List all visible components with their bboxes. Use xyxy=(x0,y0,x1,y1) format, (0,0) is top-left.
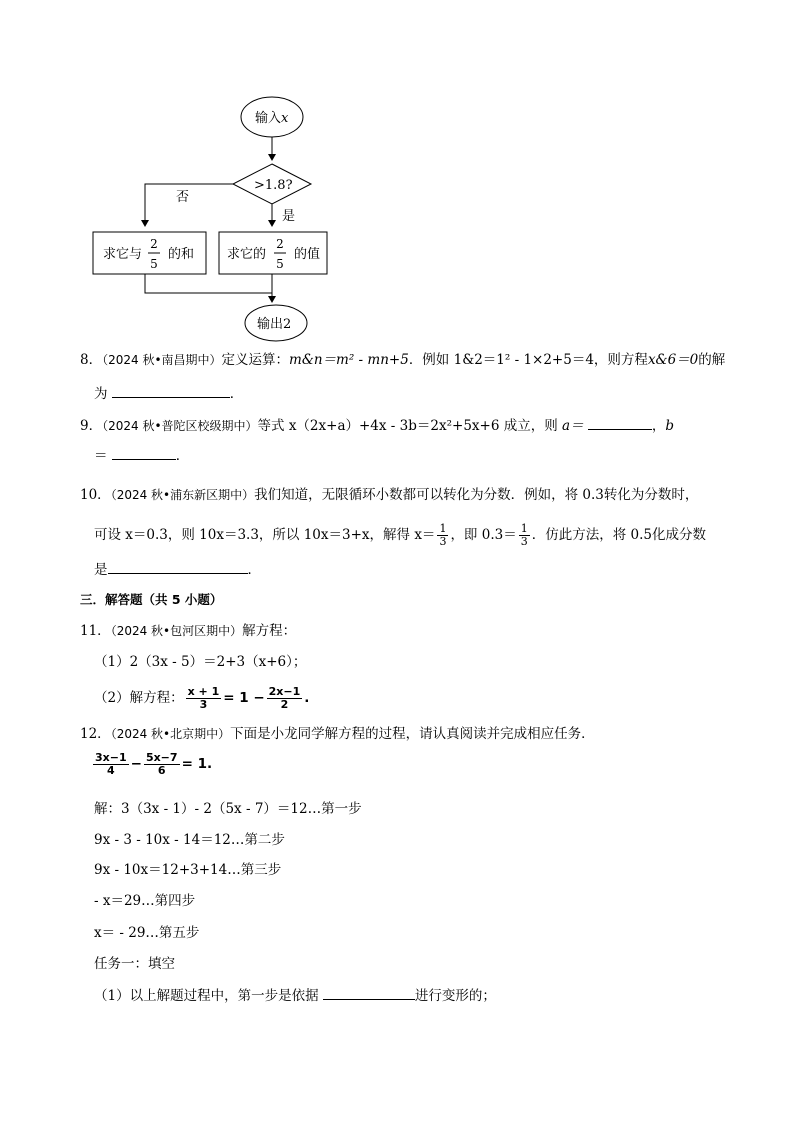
q11-part1: （1）2（3x - 5）＝2+3（x+6）； xyxy=(94,654,307,670)
q12-t1-blank[interactable] xyxy=(323,987,415,1000)
q12-equation xyxy=(91,749,212,779)
q9-a-label: a＝ xyxy=(562,418,584,434)
q8-text-b: ．例如 1&2＝1² - 1×2+5＝4，则方程 xyxy=(408,352,648,368)
q10-num: 10． xyxy=(80,487,111,503)
input-var: x xyxy=(281,111,289,126)
q10-t2a: 可设 x＝0.3，则 10x＝3.3，所以 10x＝3+x，解得 x＝ xyxy=(94,527,436,543)
q9-a-blank[interactable] xyxy=(588,417,652,430)
q12-step4: - x＝29…第四步 xyxy=(94,893,196,909)
q12-step3: 9x - 10x＝12+3+14…第三步 xyxy=(94,862,282,878)
q8-line2: 为 ． xyxy=(94,386,244,402)
right-frac-num: 2 xyxy=(276,237,284,251)
flowchart xyxy=(0,0,794,350)
q9-line2: ＝ ． xyxy=(94,448,190,464)
yes-label: 是 xyxy=(282,209,296,224)
q11-line1 xyxy=(80,623,296,639)
q8-source: （2024 秋•南昌期中） xyxy=(102,353,222,367)
q9-b-label: b xyxy=(665,418,675,434)
q12-step1: 解：3（3x - 1）- 2（5x - 7）＝12…第一步 xyxy=(94,801,362,817)
svg-text:输入x xyxy=(255,110,289,126)
q10-frac-1: $\frac{1}{3}$ xyxy=(439,522,447,548)
q12-line1 xyxy=(80,726,595,742)
q11-num: 11． xyxy=(80,623,111,639)
left-frac-num: 2 xyxy=(150,237,158,251)
q12-step2: 9x - 3 - 10x - 14＝12…第二步 xyxy=(94,832,285,848)
right-frac-den: 5 xyxy=(276,257,284,271)
q8-def: m&n＝m² - mn+5 xyxy=(289,352,409,368)
right-box-pre: 求它的 xyxy=(227,247,267,262)
q11-source: （2024 秋•包河区期中） xyxy=(110,624,243,638)
q10-t2c: ．仿此方法，将 0.5化成分数 xyxy=(531,527,706,543)
q12-minus: − xyxy=(130,756,142,772)
q12-frac-1: $\frac{3x-1}{4}$ xyxy=(95,751,127,777)
q9-text: 等式 x（2x+a）+4x - 3b＝2x²+5x+6 成立，则 xyxy=(257,418,558,434)
q9-line1: 9．（2024 秋•普陀区校级期中）等式 x（2x+a）+4x - 3b＝2x²+5x+6 成立，则 a＝ ，b xyxy=(80,418,675,434)
q8-line2-text: 为 xyxy=(94,386,108,402)
q10-t2b: ，即 0.3＝ xyxy=(450,527,517,543)
section-title: 三．解答题（共 5 小题） xyxy=(80,592,223,607)
left-frac-den: 5 xyxy=(150,257,158,271)
q11-frac-1: $\frac{x + 1}{3}$ xyxy=(187,685,220,711)
q11-part2 xyxy=(94,683,309,713)
q12-t1-pre: （1）以上解题过程中，第一步是依据 xyxy=(94,988,319,1004)
condition-label: >1.8? xyxy=(254,178,293,193)
q10-line3-text: 是 xyxy=(94,562,108,578)
q11-p2-mid: = 1 − xyxy=(223,690,265,706)
q10-source: （2024 秋•浦东新区期中） xyxy=(110,488,255,502)
q8-answer-blank[interactable] xyxy=(112,385,230,398)
q12-text: 下面是小龙同学解方程的过程，请认真阅读并完成相应任务． xyxy=(230,726,595,742)
no-label: 否 xyxy=(176,190,190,205)
q9-line2-text: ＝ xyxy=(94,448,108,464)
q9-b-blank[interactable] xyxy=(112,447,176,460)
q8-line1 xyxy=(80,352,725,368)
left-box-post: 的和 xyxy=(168,247,195,262)
q9-source: （2024 秋•普陀区校级期中） xyxy=(102,419,258,433)
q10-frac-2: $\frac{1}{3}$ xyxy=(520,522,528,548)
q11-frac-2: $\frac{2x-1}{2}$ xyxy=(268,685,301,711)
q12-frac-2: $\frac{5x-7}{6}$ xyxy=(145,751,178,777)
q12-t1-post: 进行变形的； xyxy=(414,988,496,1004)
q8-eq: x&6＝0 xyxy=(647,352,699,368)
q8-num: 8． xyxy=(80,352,103,368)
right-box-post: 的值 xyxy=(294,247,321,262)
left-box-pre: 求它与 xyxy=(103,247,143,262)
q12-step5: x＝ - 29…第五步 xyxy=(94,925,200,941)
q12-task1 xyxy=(94,987,496,1004)
q12-eq-end: = 1. xyxy=(181,756,213,772)
q11-text: 解方程： xyxy=(242,623,297,639)
output-label: 输出2 xyxy=(257,317,292,332)
q10-text1: 我们知道，无限循环小数都可以转化为分数．例如，将 0.3转化为分数时， xyxy=(254,487,699,503)
input-label: 输入 xyxy=(255,111,282,126)
q11-p2-end: . xyxy=(304,690,310,706)
flow-merge xyxy=(145,274,272,293)
q8-text-a: 定义运算： xyxy=(221,352,290,368)
q12-num: 12． xyxy=(80,726,111,742)
q11-p2-pre: （2）解方程： xyxy=(94,690,184,706)
q9-num: 9． xyxy=(80,418,103,434)
q10-answer-blank[interactable] xyxy=(108,561,248,574)
q10-line3: 是 ． xyxy=(94,562,261,578)
q12-source: （2024 秋•北京期中） xyxy=(110,727,231,741)
q10-line1 xyxy=(80,487,698,503)
q12-task: 任务一：填空 xyxy=(94,956,175,972)
q8-text-c: 的解 xyxy=(698,352,726,368)
q10-line2 xyxy=(94,520,706,550)
